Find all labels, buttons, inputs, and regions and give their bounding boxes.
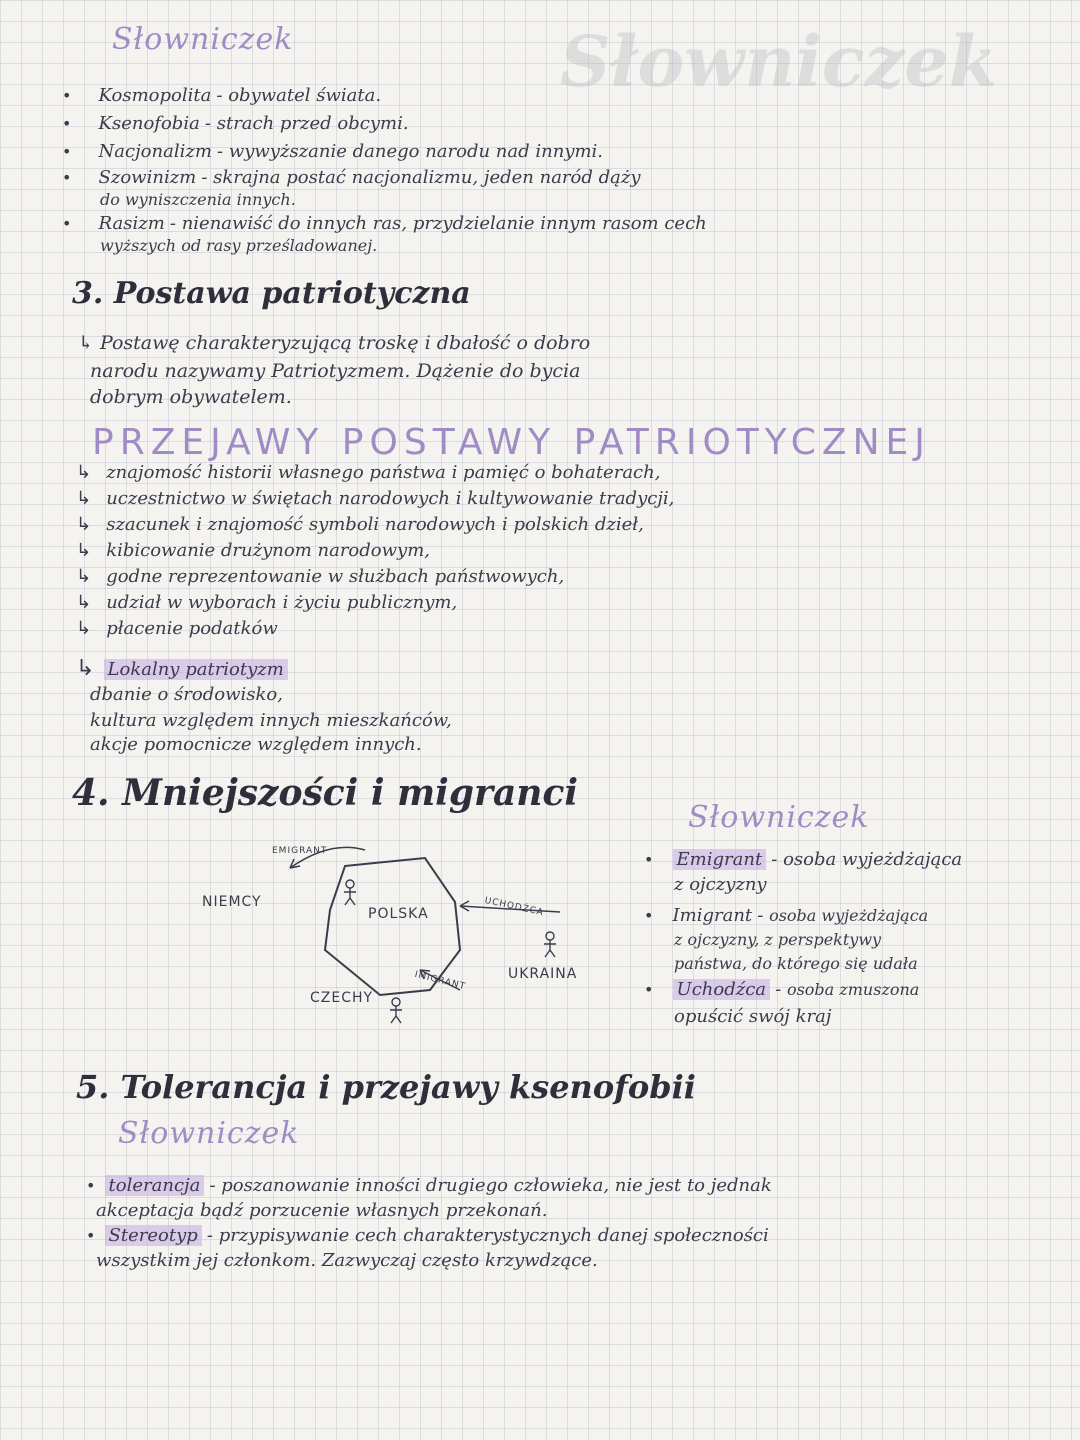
glossary-def: skrajna postać nacjonalizmu, jeden naród dąży bbox=[213, 167, 641, 188]
bullet-icon: • bbox=[644, 980, 654, 999]
glossary-term: Nacjonalizm bbox=[98, 141, 212, 162]
glossary-def-cont: wyższych od rasy prześladowanej. bbox=[100, 236, 378, 255]
glossary-def-cont: państwa, do którego się udała bbox=[674, 954, 918, 973]
list-item: ↳ znajomość historii własnego państwa i pamięć o bohaterach, bbox=[76, 462, 661, 483]
ghost-heading: Słowniczek bbox=[560, 20, 998, 103]
glossary-def-cont: do wyniszczenia innych. bbox=[100, 190, 296, 209]
list-item: ↳ uczestnictwo w świętach narodowych i kultywowanie tradycji, bbox=[76, 488, 675, 509]
glossary-title: Słowniczek bbox=[688, 800, 870, 835]
map-label-niemcy: NIEMCY bbox=[202, 894, 262, 910]
map-label-polska: POLSKA bbox=[368, 906, 429, 922]
local-line: dbanie o środowisko, bbox=[90, 684, 283, 705]
arrow-icon: ↳ bbox=[76, 592, 92, 613]
map-label-imigrant: IMIGRANT bbox=[413, 969, 467, 993]
map-label-uchodzca: UCHODŹCA bbox=[483, 895, 545, 919]
person-icon bbox=[390, 998, 402, 1023]
map-label-emigrant: EMIGRANT bbox=[272, 846, 328, 856]
list-item: ↳ płacenie podatków bbox=[76, 618, 278, 639]
bullet-icon: • bbox=[62, 168, 72, 187]
arrow-icon: ↳ bbox=[76, 540, 92, 561]
map-label-czechy: CZECHY bbox=[310, 990, 374, 1006]
bullet-icon: • bbox=[62, 86, 72, 105]
arrow-icon: ↳ bbox=[76, 514, 92, 535]
glossary-item: • Uchodźca - osoba zmuszona bbox=[644, 979, 920, 1000]
migration-map bbox=[270, 830, 620, 1040]
paragraph-line: dobrym obywatelem. bbox=[90, 386, 292, 408]
arrow-icon: ↳ bbox=[76, 488, 92, 509]
arrow-icon: ↳ bbox=[76, 462, 92, 483]
bullet-icon: • bbox=[62, 142, 72, 161]
glossary-title: Słowniczek bbox=[118, 1116, 300, 1151]
person-icon bbox=[544, 932, 556, 957]
glossary-item: • Ksenofobia - strach przed obcymi. bbox=[62, 113, 409, 134]
list-item: ↳ kibicowanie drużynom narodowym, bbox=[76, 540, 430, 561]
list-item: ↳ godne reprezentowanie w służbach państwowych, bbox=[76, 566, 565, 587]
subheading: PRZEJAWY POSTAWY PATRIOTYCZNEJ bbox=[92, 422, 931, 463]
glossary-item: • Rasizm - nienawiść do innych ras, przydzielanie innym rasom cech bbox=[62, 213, 707, 234]
glossary-def: wywyższanie danego narodu nad innymi. bbox=[228, 141, 604, 162]
local-line: kultura względem innych mieszkańców, bbox=[90, 710, 452, 731]
glossary-item: • tolerancja - poszanowanie inności drugiego człowieka, nie jest to jednak bbox=[86, 1175, 772, 1196]
glossary-term: Ksenofobia bbox=[98, 113, 200, 134]
map-label-ukraina: UKRAINA bbox=[508, 966, 578, 982]
list-item: ↳ szacunek i znajomość symboli narodowych i polskich dzieł, bbox=[76, 514, 644, 535]
list-item: ↳ udział w wyborach i życiu publicznym, bbox=[76, 592, 458, 613]
glossary-title: Słowniczek bbox=[112, 22, 294, 57]
local-patriotism-title: ↳ Lokalny patriotyzm bbox=[76, 656, 288, 681]
bullet-icon: • bbox=[644, 906, 654, 925]
paragraph-line: narodu nazywamy Patriotyzmem. Dążenie do bycia bbox=[90, 360, 581, 382]
glossary-def: obywatel świata. bbox=[228, 85, 382, 106]
glossary-item: • Szowinizm - skrajna postać nacjonalizmu, jeden naród dąży bbox=[62, 167, 641, 188]
poland-outline bbox=[325, 858, 460, 995]
glossary-def: nienawiść do innych ras, przydzielanie innym rasom cech bbox=[181, 213, 707, 234]
arrow-icon: ↳ bbox=[76, 618, 92, 639]
arrow-icon: ↳ bbox=[76, 566, 92, 587]
glossary-def-cont: z ojczyzny bbox=[674, 874, 767, 895]
glossary-item: • Stereotyp - przypisywanie cech charakterystycznych danej społeczności bbox=[86, 1225, 769, 1246]
glossary-term: Rasizm bbox=[98, 213, 165, 234]
section-heading: 5. Tolerancja i przejawy ksenofobii bbox=[76, 1068, 696, 1106]
bullet-icon: • bbox=[644, 850, 654, 869]
local-line: akcje pomocnicze względem innych. bbox=[90, 734, 422, 755]
glossary-term: Kosmopolita bbox=[98, 85, 212, 106]
bullet-icon: • bbox=[62, 114, 72, 133]
glossary-def-cont: opuścić swój kraj bbox=[674, 1006, 832, 1027]
section-heading: 3. Postawa patriotyczna bbox=[72, 276, 471, 311]
glossary-def-cont: akceptacja bądź porzucenie własnych przekonań. bbox=[96, 1200, 548, 1221]
glossary-item: • Emigrant - osoba wyjeżdżająca bbox=[644, 849, 963, 870]
glossary-item: • Imigrant - osoba wyjeżdżająca bbox=[644, 905, 929, 926]
glossary-item: • Kosmopolita - obywatel świata. bbox=[62, 85, 382, 106]
arrow-icon: ↳ bbox=[76, 656, 95, 681]
person-icon bbox=[344, 880, 356, 905]
glossary-def-cont: wszystkim jej członkom. Zazwyczaj często krzywdzące. bbox=[96, 1250, 598, 1271]
glossary-term: Szowinizm bbox=[98, 167, 197, 188]
bullet-icon: • bbox=[86, 1226, 96, 1245]
glossary-def: strach przed obcymi. bbox=[216, 113, 409, 134]
bullet-icon: • bbox=[86, 1176, 96, 1195]
section-heading: 4. Mniejszości i migranci bbox=[72, 772, 579, 814]
glossary-def-cont: z ojczyzny, z perspektywy bbox=[674, 930, 882, 949]
paragraph-line: ↳ Postawę charakteryzującą troskę i dbałość o dobro bbox=[78, 332, 591, 354]
bullet-icon: • bbox=[62, 214, 72, 233]
glossary-item: • Nacjonalizm - wywyższanie danego narodu nad innymi. bbox=[62, 141, 604, 162]
